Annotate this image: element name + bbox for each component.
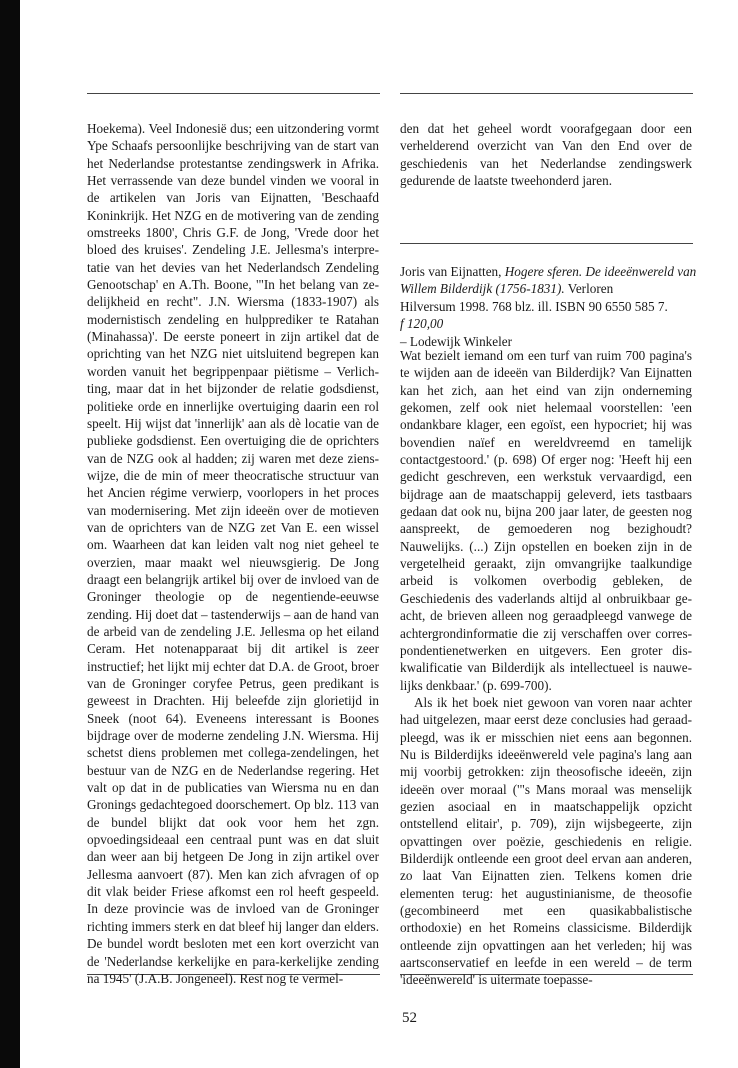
review-header [400, 263, 700, 350]
review-separator-rule [400, 243, 693, 244]
right-column-top-text: den dat het geheel wordt voorafgegaan door een verhelderend overzicht van Van den End over de geschiedenis van het Nederlandse zendingswerk gedurende de laatste tweehonderd jaren. [400, 121, 692, 189]
top-rule-left [87, 93, 380, 94]
review-reviewer: – Lodewijk Winkeler [400, 333, 513, 349]
top-rule-right [400, 93, 693, 94]
left-column-text: Hoekema). Veel Indonesië dus; een uitzondering vormt Ype Schaafs persoonlijke beschrijving van de start van het Nederlandse protestantse zendingswerk in Afrika. Het verrassende van deze bundel vinden we vooral in de artikelen van Joris van Eijnatten, 'Beschaafd Koninkrijk. Het NZG en de motivering van de zending omstreeks 1800', Chris G.F. de Jong, 'Vrede door het bloed des kruises'. Zendeling J.E. Jellesma's interpretatie van het devies van het Nederlandsch Zendeling Genootschap' en A.Th. Boone, '"In het belang van zedelijkheid en recht". J.N. Wiersma (1833-1907) als modernistisch zendeling en hulpprediker te Ratahan (Minahassa)'. De eerste poneert in zijn artikel dat de oprichting van het NZG niet uitsluitend begrepen kan worden vanuit het begrippenpaar piëtisme – Verlichting, maar dat in het bijzonder de relatie godsdienst, politieke orde en innerlijke overtuiging daarin een rol speelt. Hij wijst dat 'innerlijk' aan als dè locatie van de publieke godsdienst. Een overtuiging die de oprichters van de NZG ook al hadden; zij waren met deze zienswijze, die de min of meer theocratische structuur van het Ancien régime verwierp, voorlopers in het proces van modernisering. Met zijn ideeën over de motieven van de oprichters van de NZG zet Van E. een wissel om. Waarheen dat kan leiden valt nog niet geheel te overzien, maar maakt wel nieuwsgierig. De Jong draagt een belangrijk artikel bij over de invloed van de Groninger theologie op de negentiende-eeuwse zending. Hij doet dat – tastenderwijs – aan de hand van de arbeid van de zendeling J.E. Jellesma op het eiland Ceram. Het notenapparaat bij dit artikel is zeer instructief; het lijkt mij echter dat D.A. de Groot, broer van de Groninger coryfee Petrus, geen predikant is geweest in Drachten. Hij beleefde zijn glorietijd in Sneek (noot 64). Eveneens interessant is Boones bijdrage over de moderne zendeling J.N. Wiersma. Hij schetst diens problemen met collega-zendelingen, het bestuur van de NZG en de Nederlandse regering. Het valt op dat in de publicaties van Wiersma nu en dan Gronings gedachtegoed doorschemert. Op blz. 113 van de bundel blijkt dat ook voor hem het zgn. opvoedingsideaal een centraal punt was en dat sluit dan weer aan bij hetgeen De Jong in zijn artikel over Jellesma aanvoert (87). Men kan zich afvragen of op dit vlak beider Friese afkomst een rol heeft gespeeld. In deze provincie was de invloed van de Groninger richting immers sterk en dat bleef hij langer dan elders. De bundel wordt besloten met een kort overzicht van de 'Nederlandse kerkelijke en para-kerkelijke zending na 1945' (J.A.B. Jongeneel). Rest nog te vermel- [87, 121, 379, 986]
review-publication: Hilversum 1998. 768 blz. ill. ISBN 90 6550 585 7. [400, 298, 668, 314]
review-publisher: Verloren [564, 281, 614, 297]
scan-edge-bar [0, 0, 20, 1068]
review-book-title: Hogere sferen. De ideeënwereld van Willem Bilderdijk (1756-1831). [400, 264, 697, 297]
review-paragraph-2: Als ik het boek niet gewoon van voren naar achter had uitgelezen, maar eerst deze conclusies had geraadpleegd, was ik er misschien niet eens aan begonnen. Nu is Bilderdijks ideeënwereld vele pagina's lang aan mij voorbij getrokken: zijn theosofische ideeën, zijn ideeën over moraal ('"s Mans moraal was menselijk gezien asociaal en in maatschappelijk opzicht ontstellend elitair', p. 709), zijn wijsbegeerte, zijn opvattingen over poëzie, geschiedenis en religie. Bilderdijk ontleende een groot deel ervan aan anderen, zo laat Van Eijnatten zien. Telkens komen drie elementen terug: het augustinianisme, de theosofie (gecombineerd met een quasikabbalistische orthodoxie) en het Romeins classicisme. Bilderdijk ontleende zijn opvattingen aan het verleden; hij was aartsconservatief en leefde in een wereld – de term 'ideeënwereld' is uitermate toepasse- [400, 694, 692, 988]
page-number: 52 [402, 1010, 417, 1026]
review-body [400, 347, 692, 989]
review-price: f 120,00 [400, 316, 444, 332]
review-citation [400, 263, 700, 298]
review-author: Joris van Eijnatten, [400, 264, 505, 279]
review-paragraph-1: Wat bezielt iemand om een turf van ruim 700 pagina's te wijden aan de ideeën van Bilderdijk? Van Eijnatten kan het zich, aan het eind van zijn onderneming gekomen, zelf ook niet helemaal voorstellen: 'een ondankbare klager, een egoïst, een hypocriet; hij was bovendien naïef en wereldvreemd en tamelijk contactgestoord.' (p. 698) Of erger nog: 'Heeft hij een gedicht geschreven, een werkstuk vervaardigd, een bijdrage aan de maatschappij geleverd, iets tastbaars gedaan dat ook nu, bijna 200 jaar later, de geesten nog aanspreekt, de gemoederen nog bezighoudt? Nauwelijks. (...) Zijn opstellen en boeken zijn in de vergetelheid geraakt, zijn omvangrijke taalkundige arbeid is volkomen overbodig gebleken, de Geschiedenis des vaderlands altijd al onbruikbaar geacht, de brieven alleen nog geraadpleegd vanwege de achtergrondinformatie die zij verschaffen over correspondentienetwerken en uitgevers. Een groter diskwalificatie van Bilderdijk als intellectueel is nauwelijks denkbaar.' (p. 699-700). [400, 348, 692, 693]
